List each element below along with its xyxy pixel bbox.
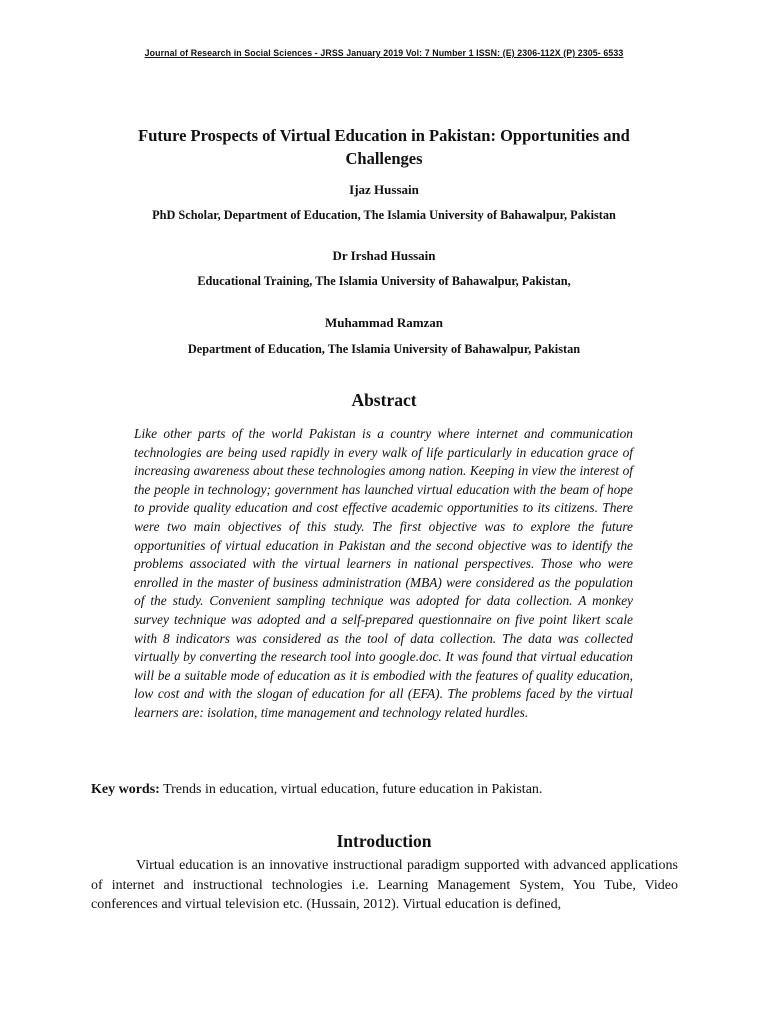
- author-name: Ijaz Hussain: [349, 182, 419, 197]
- abstract-text: Like other parts of the world Pakistan is a country where internet and communication technologies are being used rapidly in every walk of life particularly in education grace of increasing awareness about these technologies among nation. Keeping in view the interest of the people in technology; government has launched virtual education with the beam of hope to provide quality education and cost effective academic opportunities to its citizens. There were two main objectives of this study. The first objective was to explore the future opportunities of virtual education in Pakistan and the second objective was to identify the problems associated with the virtual learners in national perspectives. Those who were enrolled in the master of business administration (MBA) were considered as the population of the study. Convenient sampling technique was adopted for data collection. A monkey survey technique was adopted and a self-prepared questionnaire on five point likert scale with 8 indicators was considered as the tool of data collection. The data was collected virtually by converting the research tool into google.doc. It was found that virtual education will be a suitable mode of education as it is embodied with the features of quality education, low cost and with the slogan of education for all (EFA). The problems faced by the virtual learners are: isolation, time management and technology related hurdles.: [134, 426, 633, 720]
- author-name: Dr Irshad Hussain: [332, 248, 436, 263]
- introduction-heading: Introduction: [336, 831, 432, 851]
- introduction-text: Virtual education is an innovative instructional paradigm supported with advanced applications of internet and instructional technologies i.e. Learning Management System, You Tube, Video conferences and virtual television etc. (Hussain, 2012). Virtual education is defined,: [91, 858, 678, 913]
- author-affiliation: Educational Training, The Islamia University of Bahawalpur, Pakistan,: [197, 274, 571, 288]
- author-name: Muhammad Ramzan: [324, 315, 444, 330]
- author-affiliation: PhD Scholar, Department of Education, The Islamia University of Bahawalpur, Pakistan: [152, 208, 616, 222]
- author-affiliation: Department of Education, The Islamia University of Bahawalpur, Pakistan: [187, 342, 581, 356]
- keywords-label: Key words:: [91, 782, 160, 797]
- keywords-line: [91, 781, 691, 799]
- keywords-text: Trends in education, virtual education, future education in Pakistan.: [159, 782, 543, 797]
- paper-title: Future Prospects of Virtual Education in Pakistan: Opportunities and Challenges: [138, 126, 630, 168]
- running-header: Journal of Research in Social Sciences - JRSS January 2019 Vol: 7 Number 1 ISSN: (E) 2306-112X (P) 2305- 6533: [144, 48, 624, 58]
- introduction-paragraph: [91, 856, 678, 915]
- abstract-heading: Abstract: [351, 390, 417, 410]
